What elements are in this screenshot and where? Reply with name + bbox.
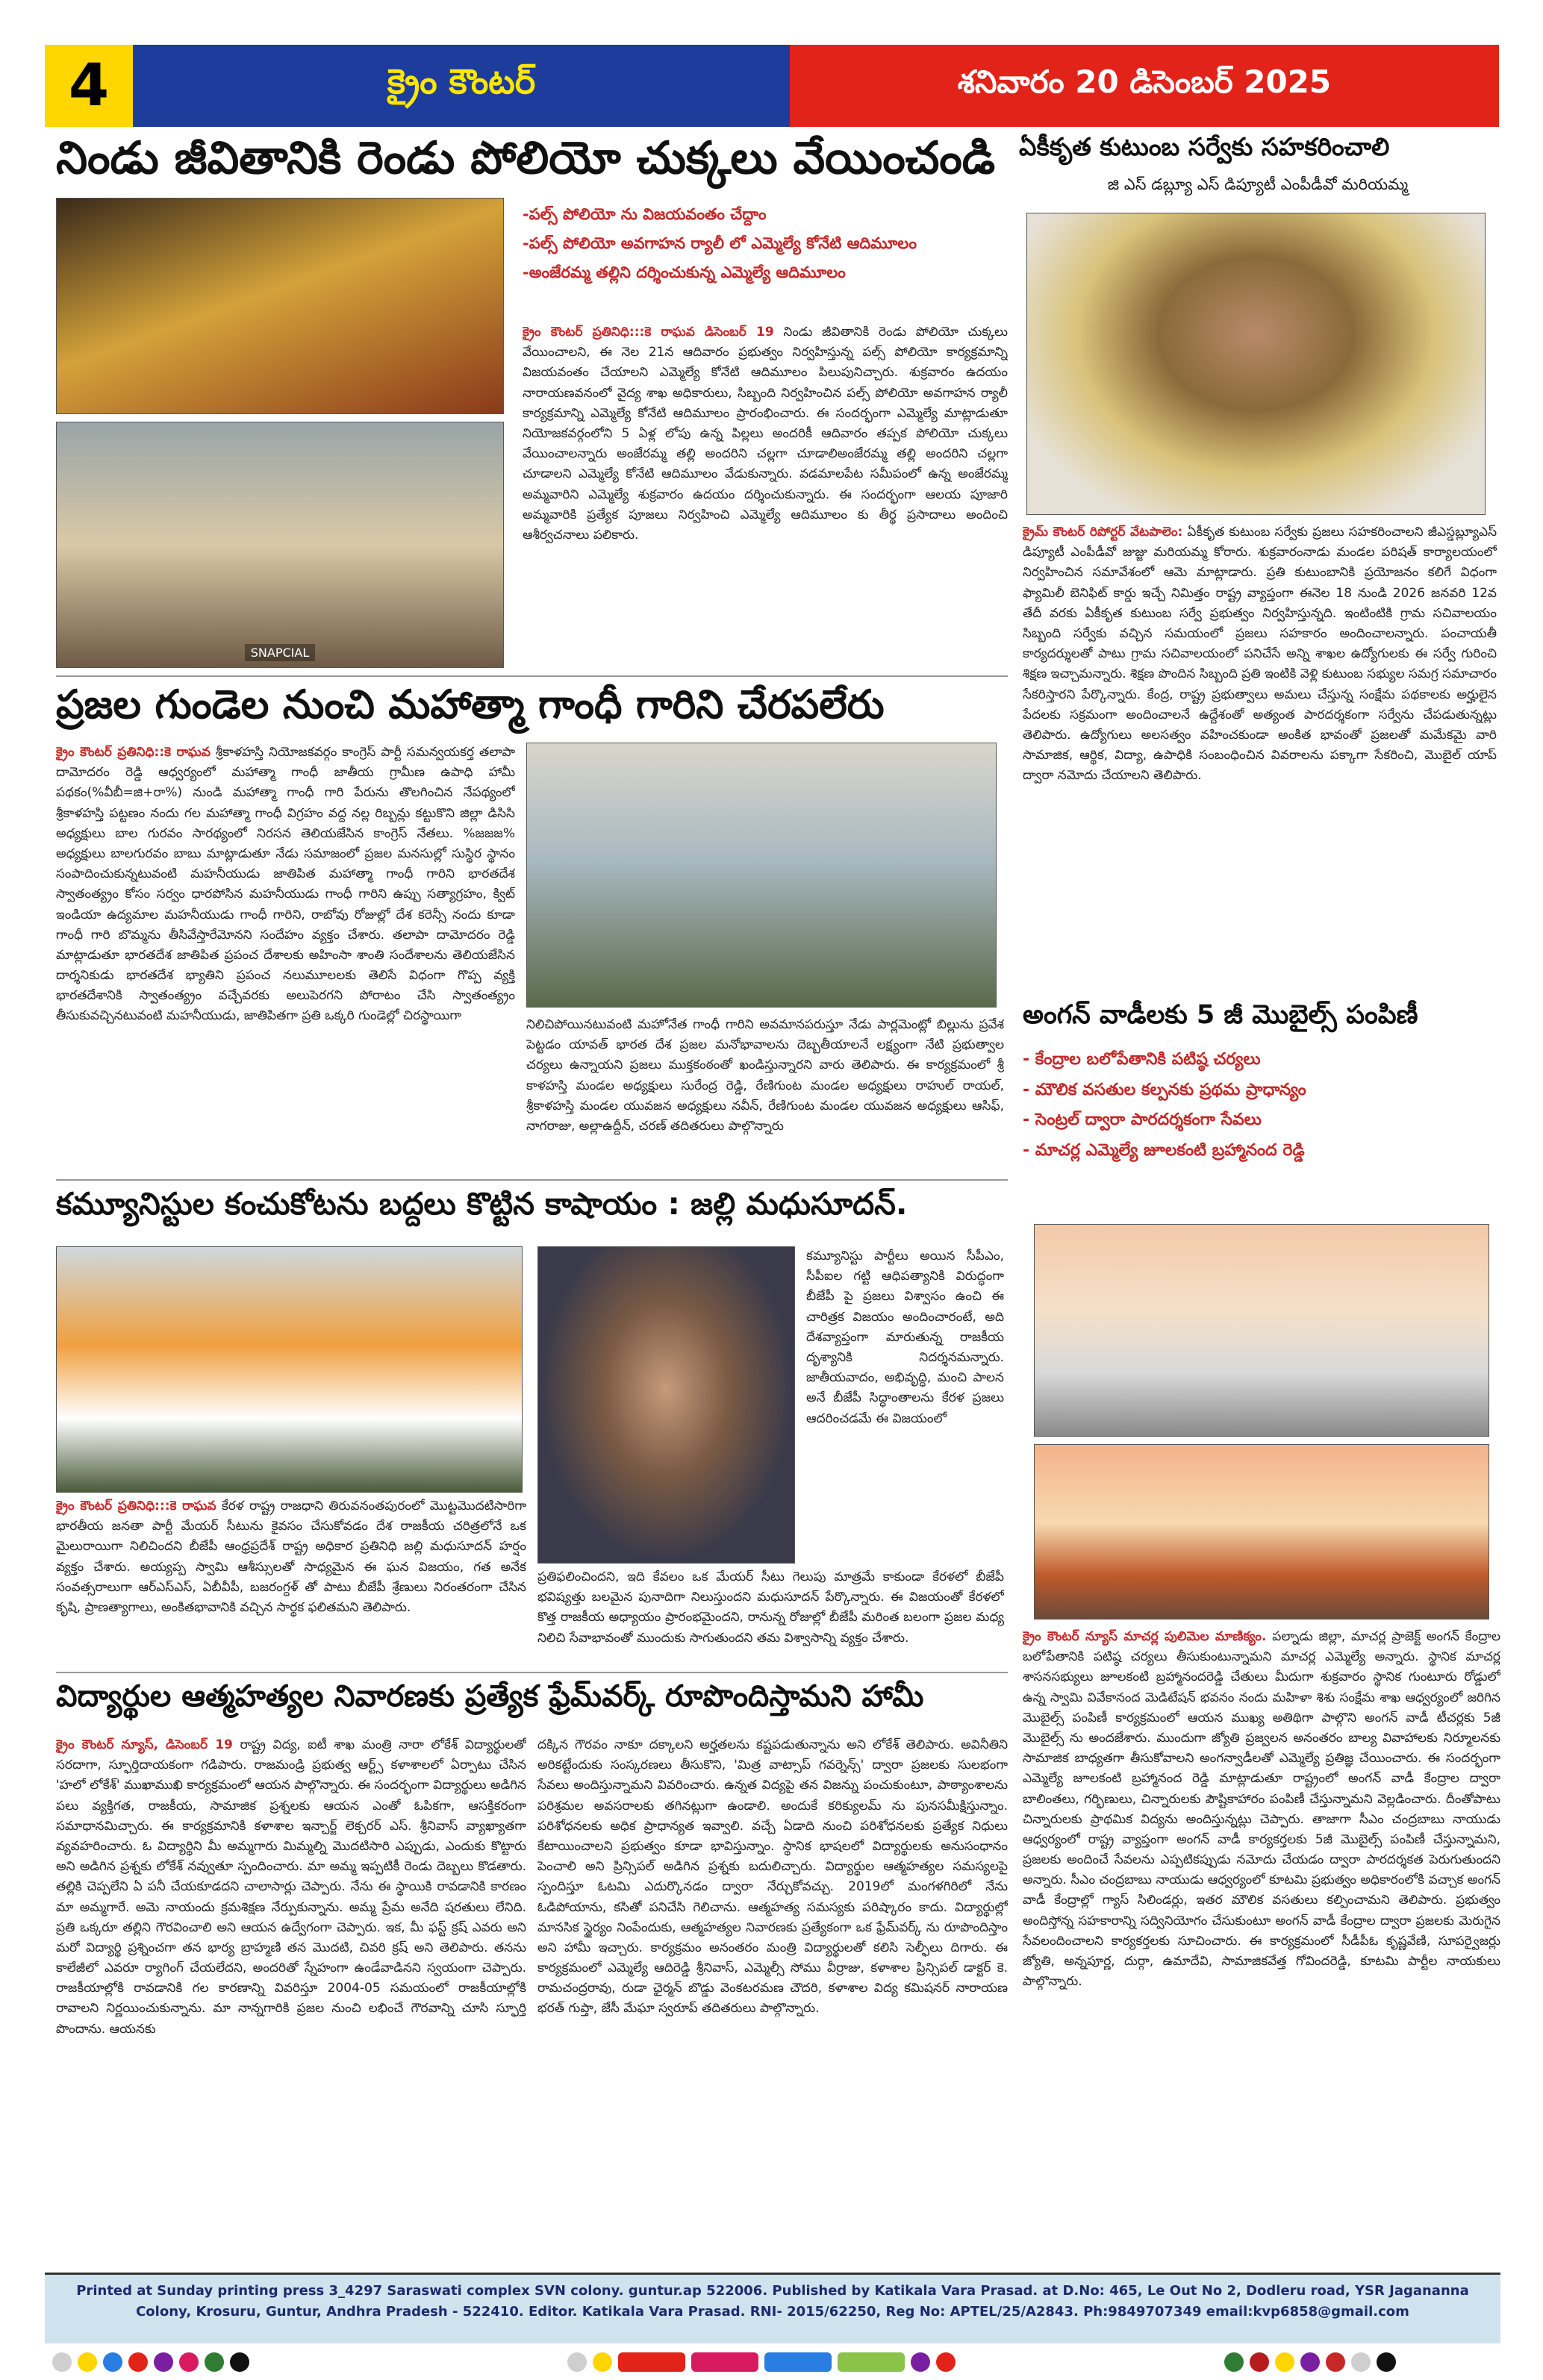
anganwadi-bullet-3: - సెంట్రల్ ద్వారా పారదర్శకంగా సేవలు	[1023, 1111, 1262, 1130]
photo-watermark: SNAPCIAL	[245, 644, 315, 661]
communists-leader-photo	[537, 1246, 795, 1564]
survey-subhead: జి ఎస్ డబ్ల్యూ ఎస్ డిప్యూటీ ఎంపీడీవో మరియమ్మ	[1107, 175, 1409, 193]
students-lead: క్రైం కౌంటర్ న్యూస్, డిసెంబర్ 19	[56, 1737, 233, 1752]
anganwadi-bullet-1: - కేంద్రాల బలోపేతానికి పటిష్ఠ చర్యలు	[1023, 1050, 1261, 1069]
anganwadi-bullet-2: - మౌలిక వసతుల కల్పనకు ప్రథమ ప్రాధాన్యం	[1023, 1080, 1306, 1099]
communists-body-side: కమ్యూనిస్టు పార్టీలు అయిన సీపీఎం, సీపీఐల గట్టి ఆధిపత్యానికి విరుద్ధంగా బీజేపీ పై ప్రజలు విశ్వాసం ఉంచి ఈ చారిత్రక విజయం అందించారంటే, అది దేశవ్యాప్తంగా మారుతున్న రాజకీయ దృశ్యానికి నిదర్శనమన్నారు. జాతీయవాదం, అభివృద్ధి, మంచి పాలన అనే బీజేపీ సిద్ధాంతాలను కేరళ ప్రజలు ఆదరించడమే ఈ విజయంలో	[806, 1249, 1004, 1426]
communists-rally-photo	[56, 1246, 523, 1493]
communists-lead: క్రైం కౌంటర్ ప్రతినిధి:::కె రాఘవ	[56, 1499, 216, 1514]
page-number: 4	[45, 45, 133, 127]
anganwadi-bullets	[1023, 1045, 1500, 1205]
students-headline: విద్యార్థుల ఆత్మహత్యల నివారణకు ప్రత్యేక ఫ్రేమ్‌వర్క్ రూపొందిస్తామని హామీ	[56, 1679, 924, 1714]
gandhi-body-left-text: శ్రీకాళహస్తి నియోజకవర్గం కాంగ్రెస్ పార్టీ సమన్వయకర్త తలాపా దామోదరం రెడ్డి ఆధ్వర్యంలో మహాత్మా గాంధీ జాతీయ గ్రామీణ ఉపాధి హామీ పథకం(%వీబీ=జి+రా%) నుండి మహాత్మా గాంధీ గారి పేరును తొలగించిన నేపథ్యంలో శ్రీకాళహస్తి పట్టణం నందు గల మహాత్మా గాంధీ విగ్రహం వద్ద నల్ల రిబ్బన్లు కట్టుకొని జిల్లా డిసిసి అధ్యక్షులు బాల గురవం సారథ్యంలో నిరసన తెలియజేసిన కాంగ్రెస్ నేతలు. %జజజ% అధ్యక్షులు బాలగురవం బాబు మాట్లాడుతూ నేడు సమాజంలో ప్రజల మనసుల్లో సుస్థిర స్థానం సంపాదించుకున్నటువంటి మహనీయుడు జాతిపిత మహాత్మా గాంధీ గారిని భారతదేశ స్వాతంత్య్రం కోసం సర్వం ధారపోసిన మహనీయుడు గాంధీ గారిని ఉప్పు సత్యాగ్రహం, క్విట్ ఇండియా ఉద్యమాల మహనీయుడు గాంధీ గారిని, రాబోవు రోజుల్లో దేశ కరెన్సీ నందు కూడా గాంధీ గారి బొమ్మను తీసివేస్తారేమోనని సందేహం వ్యక్తం చేశారు. తలాపా దామోదరం రెడ్డి మాట్లాడుతూ భారతదేశ జాతిపిత ప్రపంచ దేశాలకు అహింసా శాంతి సందేశాలను తెలియజేసిన దార్శనికుడు భారతదేశ భ్యాతిని ప్రపంచ నలుమూలలకు తెలిసే విధంగా గొప్ప వ్యక్తి భారతదేశానికి స్వాతంత్య్రం వచ్చేవరకు అలుపెరగని పోరాటం చేసి స్వాతంత్య్రం తీసుకువచ్చినటువంటి మహనీయుడు, జాతిపితగా ప్రతి ఒక్కరి గుండెల్లో చిరస్థాయిగా	[56, 745, 515, 1024]
gandhi-headline: ప్రజల గుండెల నుంచి మహాత్మా గాంధీ గారిని చేరపలేరు	[56, 683, 885, 728]
gandhi-protest-photo	[526, 743, 997, 1008]
imprint-line-2: Colony, Krosuru, Guntur, Andhra Pradesh - 522410. Editor. Katikala Vara Prasad. RNI- 2015/62250, Reg No: APTEL/25/A2843. Ph:9849707349 email:kvp6858@gmail.com	[136, 2303, 1409, 2320]
communists-body-left	[56, 1496, 526, 1668]
anganwadi-body	[1023, 1627, 1500, 2265]
divider	[56, 1179, 1008, 1181]
registration-bars-center	[567, 2351, 956, 2373]
survey-body-text: ఏకీకృత కుటుంబ సర్వేకు ప్రజలు సహకరించాలని జీఎస్డబ్ల్యూఎస్ డిప్యూటీ ఎంపీడీవో జుజ్జు మరియమ్మ కోరారు. శుక్రవారంనాడు మండల పరిషత్ కార్యాలయంలో నిర్వహించిన సమావేశంలో ఆమె మాట్లాడారు. ప్రతి కుటుంబానికి ప్రయోజనం కలిగే విధంగా ఫ్యామిలీ బెనిఫిట్ కార్డు ఇచ్చే నిమిత్తం రాష్ట్ర వ్యాప్తంగా ఈనెల 18 నుండి 2026 జనవరి 12వ తేదీ వరకు ఏకీకృత కుటుంబ సర్వే ప్రభుత్వం నిర్వహిస్తున్నది. ఇంటింటికి గ్రామ సచివాలయం సిబ్బంది సర్వేకు వచ్చిన సమయంలో ప్రజలు సహకారం అందించాలన్నారు. పంచాయతీ కార్యదర్శులతో పాటు గ్రామ సచివాలయంలో పనిచేసే అన్ని శాఖల ఉద్యోగులకు ఈ సర్వే గురించి శిక్షణ ఇచ్చామన్నారు. శిక్షణ పొందిన సిబ్బంది ప్రతి ఇంటికి వెళ్లి కుటుంబ సభ్యుల సమగ్ర సమాచారం సేకరిస్తారని పేర్కొన్నారు. కేంద్ర, రాష్ట్ర ప్రభుత్వాలు అమలు చేస్తున్న సంక్షేమ పథకాలకు అర్హులైన పేదలకు సక్రమంగా అందించాలనే ఉద్దేశంతో అత్యంత పారదర్శకంగా సర్వేను చేపడుతున్నట్లు తెలిపారు. ఉద్యోగులు అలసత్వం వహించకుండా అంకిత భావంతో ప్రజలతో మమేకమై వారి సామాజిక, ఆర్థిక, విద్యా, ఉపాధికి సంబంధించిన వివరాలను పక్కాగా సేకరించి, మొబైల్ యాప్ ద్వారా నమోదు చేయాలని తెలిపారు.	[1023, 525, 1497, 784]
communists-body-left-text: కేరళ రాష్ట్ర రాజధాని తిరువనంతపురంలో మొట్టమొదటిసారిగా భారతీయ జనతా పార్టీ మేయర్ సీటును కైవసం చేసుకోవడం దేశ రాజకీయ చరిత్రలోనే ఒక మైలురాయిగా నిలిచిందని బీజేపీ ఆంధ్రప్రదేశ్ రాష్ట్ర అధికార ప్రతినిధి జల్లి మధుసూదన్ హర్షం వ్యక్తం చేశారు. అయ్యప్ప స్వామి ఆశీస్సులతో సాధ్యమైన ఈ ఘన విజయం, గత అనేక సంవత్సరాలుగా ఆర్ఎస్ఎస్, ఏబీవీపీ, బజరంగ్దళ్ తో పాటు బీజేపీ శ్రేణులు నిరంతరంగా చేసిన కృషి, ప్రాణత్యాగాలు, అంకితభావానికి వచ్చిన సార్థక ఫలితమని తెలిపారు.	[56, 1499, 526, 1615]
registration-marks-left	[52, 2351, 249, 2373]
survey-headline: ఏకీకృత కుటుంబ సర్వేకు సహకరించాలి	[1019, 133, 1390, 161]
polio-bullet-3: -అంజేరమ్మ తల్లిని దర్శించుకున్న ఎమ్మెల్యే ఆదిమూలం	[523, 263, 846, 281]
survey-official-photo	[1026, 213, 1486, 515]
anganwadi-lead: క్రైం కౌంటర్ న్యూస్ మాచర్ల పులిమెల మాణిక్యం.	[1023, 1629, 1267, 1644]
gandhi-lead: క్రైం కౌంటర్ ప్రతినిధి::కె రాఘవ	[56, 745, 211, 760]
survey-lead: క్రైమ్ కౌంటర్ రిపోర్టర్ వేటపాలెం:	[1023, 525, 1183, 540]
communists-body-right: ప్రతిఫలించిందని, ఇది కేవలం ఒక మేయర్ సీటు గెలుపు మాత్రమే కాకుండా కేరళలో బీజేపీ భవిష్యత్తు బలమైన పునాదిగా నిలుస్తుందని మధుసూదన్ పేర్కొన్నారు. ఈ విజయంతో కేరళలో కొత్త రాజకీయ అధ్యాయం ప్రారంభమైందని, రానున్న రోజుల్లో బీజేపీ మరింత బలంగా ప్రజల మధ్య నిలిచి సేవాభావంతో ముందుకు సాగుతుందని తమ విశ్వాసాన్ని వ్యక్తం చేశారు.	[537, 1570, 1004, 1646]
polio-rally-photo	[56, 422, 504, 668]
polio-body	[523, 322, 1008, 673]
gandhi-body-right: నిలిచిపోయినటువంటి మహోనేత గాంధీ గారిని అవమానపరుస్తూ నేడు పార్లమెంట్లో బిల్లును ప్రవేశ పెట్టడం యావత్ భారత దేశ ప్రజల మనోభావాలను దెబ్బతీయాలనే లక్ష్యంగా నేటి ప్రభుత్వాల చర్యలు ఉన్నాయని ప్రజలు ముక్తకంఠంతో ఖండిస్తున్నారని వారు తెలిపారు. ఈ కార్యక్రమంలో శ్రీ కాళహస్తి మండల అధ్యక్షులు సురేంద్ర రెడ్డి, రేణిగుంట మండల అధ్యక్షులు రాహుల్ రాయల్, శ్రీకాళహస్తి మండల యువజన అధ్యక్షులు నవీన్, రేణిగుంట మండల యువజన అధ్యక్షులు ఆసిఫ్, నాగరాజు, అల్లాఉద్దీన్, చరణ్ తదితరులు పాల్గొన్నారు	[526, 1017, 1004, 1134]
polio-lead: క్రైం కౌంటర్ ప్రతినిధి:::కె రాఘవ డిసెంబర్ 19	[523, 325, 774, 340]
polio-headline: నిండు జీవితానికి రెండు పోలియో చుక్కలు వేయించండి	[56, 133, 996, 184]
imprint-line-1: Printed at Sunday printing press 3_4297 Saraswati complex SVN colony. guntur.ap 522006. Published by Katikala Vara Prasad. at D.No: 465, Le Out No 2, Dodleru road, YSR Jagananna	[76, 2283, 1469, 2299]
divider	[56, 1672, 1008, 1673]
registration-marks-right	[1224, 2351, 1396, 2373]
survey-body	[1023, 522, 1497, 993]
students-body-right: దక్కిన గౌరవం నాకూ దక్కాలని అర్హతలను కష్టపడుతున్నాను అని లోకేశ్ తెలిపారు. అవినీతిని అరికట్టేందుకు సంస్కరణలు తీసుకొని, 'మిత్ర వాట్సాప్ గవర్నెన్స్' ద్వారా ప్రజలకు సులభంగా సేవలు అందిస్తున్నామని వివరించారు. ఉన్నత విద్యపై తన విజన్ను పంచుకుంటూ, పాఠ్యాంశాలను పరిశ్రమల అవసరాలకు తగినట్లుగా ఉండాలి. అందుకే కరిక్యులమ్ ను పునసమీక్షిస్తున్నాం. పరిశోధనలకు అధిక ప్రాధాన్యత ఇవ్వాలి. వచ్చే ఏడాది నుంచి పరిశోధనలకు ప్రత్యేక నిధులు కేటాయించాలని ప్రభుత్వం కూడా భావిస్తున్నాం. స్థానిక భాషలలో విద్యార్థులకు అనుసంధానం పెంచాలి అని ప్రిన్సిపల్ అడిగిన ప్రశ్నకు బదులిచ్చారు. విద్యార్థుల ఆత్మహత్యల సమస్యలపై స్పందిస్తూ ఓటమి ఎదుర్కొనడం ద్వారా నేర్చుకోవచ్చు. 2019లో మంగళగిరిలో నేను ఓడిపోయాను, కసితో పనిచేసి గెలిచాను. ఆత్మహత్య సమస్యకు పరిష్కారం కాదు. విద్యార్థుల్లో మానసిక స్థైర్యం నింపేందుకు, ఆత్మహత్యల నివారణకు ప్రత్యేకంగా ఒక ఫ్రేమ్‌వర్క్ ను రూపొందిస్తాం అని హామీ ఇచ్చారు. కార్యక్రమం అనంతరం మంత్రి విద్యార్థులతో కలిసి సెల్ఫీలు దిగారు. ఈ కార్యక్రమంలో ఎమ్మెల్యే ఆదిరెడ్డి శ్రీనివాస్, ఎమ్మెల్సీ సోము వీర్రాజు, కళాశాల ప్రిన్సిపల్ డాక్టర్ కె. రామచంద్రరావు, రుడా ఛైర్మన్ బొడ్డు వెంకటరమణ చౌదరి, కళాశాల విద్య కమిషనర్ నారాయణ భరత్ గుప్తా, జేసీ మేఘా స్వరూప్ తదితరులు పాల్గొన్నారు.	[537, 1737, 1008, 2017]
newspaper-name: క్రైం కౌంటర్	[133, 45, 790, 127]
students-body-left-text: రాష్ట్ర విద్య, ఐటీ శాఖ మంత్రి నారా లోకేశ్ విద్యార్థులతో సరదాగా, స్ఫూర్తిదాయకంగా గడిపారు. రాజమండ్రి ప్రభుత్వ ఆర్ట్స్ కళాశాలలో ఏర్పాటు చేసిన 'హలో లోకేశ్' ముఖాముఖి కార్యక్రమంలో ఆయన పాల్గొన్నారు. ఈ సందర్భంగా విద్యార్థులు అడిగిన పలు వ్యక్తిగత, రాజకీయ, సామాజిక ప్రశ్నలకు ఆయన ఎంతో ఓపికగా, ఆసక్తికరంగా సమాధానమిచ్చారు. ఈ కార్యక్రమానికి కళాశాల ఇన్చార్జ్ లెక్చరర్ ఎస్. శ్రీనివాస్ వ్యాఖ్యాతగా వ్యవహరించారు. ఓ విద్యార్థిని మీ అమ్మగారు మిమ్మల్ని మొదటిసారి ఎప్పుడు, ఎందుకు కొట్టారు అని అడిగిన ప్రశ్నకు లోకేశ్ నవ్వుతూ స్పందించారు. మా అమ్మ ఇప్పటికీ రెండు దెబ్బలు కొడతారు. తల్లికి చెప్పలేని ఏ పనీ చేయకూడదని చాలాసార్లు చెప్పారు. నేను ఈ స్థాయికి రావడానికి కారణం మా అమ్మగారే. అమె నాయందు క్రమశిక్షణ నేర్పుకున్నాను. అమ్మ ప్రేమ అనేది షరతులు లేనిది. ప్రతి ఒక్కరూ తల్లిని గౌరవించాలి అని ఆయన ఉద్వేగంగా చెప్పారు. ఇక, మీ ఫస్ట్ క్రష్ ఎవరు అని మరో విద్యార్థి ప్రశ్నించగా తన భార్య బ్రాహ్మణి తన మొదటి, చివరి క్రష్ అని తెలిపారు. తనను కాలేజీలో ఎవరూ ర్యాగింగ్ చేయలేదని, అందరితో స్నేహంగా ఉండేవాడినని స్వయంగా చెప్పారు. రాజకీయాల్లోకి రావడానికి గల కారణాన్ని వివరిస్తూ 2004-05 సమయంలో రాజకీయాల్లోకి రావాలని నిర్ణయించుకున్నాను. మా నాన్నగారికి ప్రజల నుంచి లభించే గౌరవాన్ని చూసి స్ఫూర్తి పొందాను. ఆయనకు	[56, 1737, 526, 2037]
polio-bullets	[523, 200, 1008, 312]
anganwadi-distribution-photo	[1034, 1224, 1489, 1437]
imprint-footer	[45, 2273, 1500, 2343]
anganwadi-bullet-4: - మాచర్ల ఎమ్మెల్యే జూలకంటి బ్రహ్మానంద రెడ్డి	[1023, 1141, 1305, 1161]
anganwadi-lamp-photo	[1034, 1444, 1489, 1620]
anganwadi-headline: అంగన్ వాడీలకు 5 జీ మొబైల్స్ పంపిణీ	[1023, 1000, 1418, 1030]
polio-temple-photo	[56, 198, 504, 414]
issue-date: శనివారం 20 డిసెంబర్ 2025	[790, 45, 1499, 127]
gandhi-body-left	[56, 743, 515, 1175]
polio-body-text: నిండు జీవితానికి రెండు పోలియో చుక్కలు వేయించాలని, ఈ నెల 21న ఆదివారం ప్రభుత్వం నిర్వహిస్తున్న పల్స్ పోలియో కార్యక్రమాన్ని విజయవంతం చేయాలని ఎమ్మెల్యే కోనేటి ఆదిమూలం పిలుపునిచ్చారు. శుక్రవారం ఉదయం నారాయణవనంలో వైద్య శాఖ అధికారులు, సిబ్బంది నిర్వహించిన పల్స్ పోలియో అవగాహన ర్యాలీ కార్యక్రమాన్ని ఎమ్మెల్యే కోనేటి ఆదిమూలం ప్రారంభించారు. ఈ సందర్భంగా ఎమ్మెల్యే మాట్లాడుతూ నియోజకవర్గంలోని 5 ఏళ్ల లోపు ఉన్న పిల్లలు అందరికీ ఆదివారం తప్పక పోలియో చుక్కలు వేయించాలన్నారు అంజేరమ్మ తల్లి అందరిని చల్లగా చూడాలిఅంజేరమ్మ తల్లి అందరిని చల్లగా చూడాలని ఎమ్మెల్యే కోనేటి ఆదిమూలం వేడుకున్నారు. వడమాలపేట సమీపంలో ఉన్న అంజేరమ్మ అమ్మవారిని ఎమ్మెల్యే శుక్రవారం ఉదయం దర్శించుకున్నారు. ఈ సందర్భంగా ఆలయ పూజారి అమ్మవారికి ప్రత్యేక పూజలు నిర్వహించి ఎమ్మెల్యే ఆదిమూలం కు తీర్థ ప్రసాదాలు అందించి ఆశీర్వచనాలు పలికారు.	[523, 325, 1008, 543]
polio-bullet-1: -పల్స్ పోలియో ను విజయవంతం చేద్దాం	[523, 205, 767, 223]
students-body-left	[56, 1735, 526, 2265]
divider	[56, 675, 1008, 677]
communists-headline: కమ్యూనిస్టుల కంచుకోటను బద్దలు కొట్టిన కాషాయం : జల్లి మధుసూదన్.	[56, 1187, 908, 1222]
anganwadi-body-text: పల్నాడు జిల్లా, మాచర్ల ప్రాజెక్ట్ అంగన్ కేంద్రాల బలోపేతానికి పటిష్ఠ చర్యలు తీసుకుంటున్నామని మాచర్ల ఎమ్మెల్యే అన్నారు. స్థానిక మాచర్ల శాసనసభ్యులు జూలకంటి బ్రహ్మానందరెడ్డి చేతులు మీదుగా శుక్రవారం స్థానిక గుంటూరు రోడ్డులో ఉన్న స్వామి వివేకానంద మెడిటేషన్ భవనం నందు మహిళా శిశు సంక్షేమ శాఖ ఆధ్వర్యంలో జరిగిన మొబైల్స్ పంపిణీ కార్యక్రమంలో ఆయన ముఖ్య అతిథిగా పాల్గొని అంగన్ వాడీ టీచర్లకు 5జీ మొబైల్స్ ను అందజేశారు. ముందుగా జ్యోతి ప్రజ్వలన అనంతరం బాల్య వివాహాలకు నిర్మూలనకు సామాజిక బాధ్యతగా తీసుకోవాలని అంగన్వాడీలతో ఎమ్మెల్యే ప్రతిజ్ఞ చేయించారు. ఈ సందర్భంగా ఎమ్మెల్యే జూలకంటి బ్రహ్మానంద రెడ్డి మాట్లాడుతూ రాష్ట్రంలో అంగన్ వాడీ కేంద్రాల ద్వారా బాలింతలు, గర్భిణులు, చిన్నారులకు పౌష్టికాహారం పంపిణీ చేస్తున్నామని వెల్లడించారు. దీంతోపాటు చిన్నారులకు ప్రాథమిక విద్యను అందిస్తున్నట్లు చెప్పారు. తాజాగా సీఎం చంద్రబాబు నాయుడు ఆధ్వర్యంలో రాష్ట్ర వ్యాప్తంగా అంగన్ వాడీ కార్యకర్తలకు 5జీ మొబైల్స్ పంపిణీ చేస్తున్నామని, ప్రజలకు అందించే సేవలను ఎప్పటికప్పుడు నమోదు చేయడం ద్వారా పారదర్శకత పెరుగుతుందని అన్నారు. సీఎం చంద్రబాబు నాయుడు ఆధ్వర్యంలో కూటమి ప్రభుత్వం అధికారంలోకి వచ్చాక అంగన్ వాడీ కేంద్రాల్లో గ్యాస్ సిలిండర్లు, ఇతర మౌలిక వసతులు కల్పించామని తెలిపారు. ప్రభుత్వం అందిస్తోన్న సహకారాన్ని సద్వినియోగం చేసుకుంటూ అంగన్ వాడీ కేంద్రాల ద్వారా ప్రజలకు మెరుగైన సేవలందించాలని కార్యకర్తలకు సూచించారు. ఈ కార్యక్రమంలో సీడీపీఓ కృష్ణవేణి, సూపర్వైజర్లు జ్యోతి, అన్నపూర్ణ, దుర్గా, ఉమాదేవి, సామాజికవేత్త గోవిందరెడ్డి, కూటమి పార్టీల నాయకులు పాల్గొన్నారు.	[1023, 1629, 1500, 1990]
polio-bullet-2: -పల్స్ పోలియో అవగాహన ర్యాలీ లో ఎమ్మెల్యే కోనేటి ఆదిమూలం	[523, 234, 917, 252]
